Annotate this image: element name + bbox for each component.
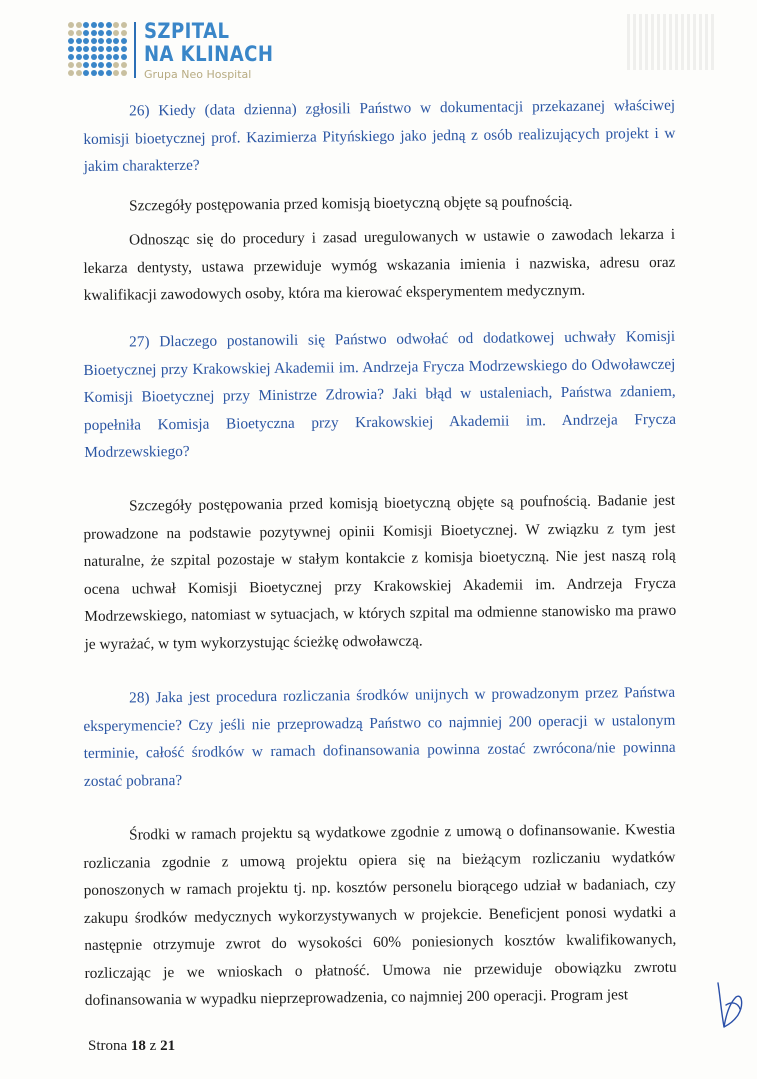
logo-cross-icon: [68, 22, 128, 78]
answer-26-paragraph-1: Szczegóły postępowania przed komisją bioetyczną objęte są poufnością.: [129, 192, 573, 215]
logo-dot: [121, 54, 127, 60]
logo-dot: [98, 22, 104, 28]
answer-27: Szczegóły postępowania przed komisją bioetyczną objęte są poufnością. Badanie jest prowadzone na podstawie pozytywnej opinii Komisji Bioetycznej. W związku z tym jest naturalne, że szpital pozostaje w stałym kontakcie z komisja bioetyczną. Nie jest naszą rolą ocena uchwał Komisji Bioetycznej przy Krakowskiej Akademii im. Andrzeja Frycza Modrzewskiego, natomiast w sytuacjach, w których szpital ma odmienne stanowisko ma prawo je wyrażać, w tym wykorzystując ścieżkę odwoławczą.: [83, 491, 677, 653]
logo-dot: [113, 54, 119, 60]
logo-dot: [121, 70, 127, 76]
logo-dot: [76, 62, 82, 68]
question-28: 28) Jaka jest procedura rozliczania środków unijnych w prowadzonym przez Państwa eksperymencie? Czy jeśli nie przeprowadzą Państwo co najmniej 200 operacji w ustalonym terminie, całość środków w ramach dofinansowania powinna zostać zwrócona/nie powinna zostać pobrana?: [83, 683, 676, 790]
logo-dot: [76, 30, 82, 36]
logo-dot: [98, 46, 104, 52]
logo-dot: [68, 22, 74, 28]
answer-26-paragraph-2: Odnosząc się do procedury i zasad uregulowanych w ustawie o zawodach lekarza i lekarza dentysty, ustawa przewiduje wymóg wskazania imienia i nazwiska, adresu oraz kwalifikacji zawodowych osoby, która ma kierować eksperymentem medycznym.: [83, 225, 676, 304]
bleed-through-logo: [627, 14, 717, 70]
logo-dot: [98, 30, 104, 36]
logo-dot: [91, 62, 97, 68]
current-page: 18: [130, 1038, 146, 1054]
logo-dot: [91, 38, 97, 44]
logo-dot: [113, 46, 119, 52]
logo-dot: [68, 54, 74, 60]
logo-dot: [121, 62, 127, 68]
logo-dot: [68, 62, 74, 68]
logo-dot: [91, 54, 97, 60]
logo-dot: [106, 70, 112, 76]
logo-line-1: SZPITAL: [144, 19, 230, 43]
logo-subtitle: Grupa Neo Hospital: [144, 68, 252, 81]
logo-dot: [113, 22, 119, 28]
logo-dot: [91, 22, 97, 28]
logo-dot: [106, 22, 112, 28]
logo-dot: [83, 38, 89, 44]
logo-dot: [91, 70, 97, 76]
logo-dot: [83, 30, 89, 36]
logo-dot: [106, 54, 112, 60]
logo-dot: [68, 70, 74, 76]
logo-dot: [121, 38, 127, 44]
logo-dot: [91, 30, 97, 36]
logo-divider: [134, 22, 136, 78]
document-body: [83, 98, 675, 1015]
logo-dot: [83, 70, 89, 76]
logo-dot: [121, 22, 127, 28]
question-26: 26) Kiedy (data dzienna) zgłosili Państwo w dokumentacji przekazanej właściwej komisji bioetycznej prof. Kazimierza Pityńskiego jako jedną z osób realizujących projekt i w jakim charakterze?: [83, 96, 676, 175]
logo-dot: [68, 38, 74, 44]
logo-dot: [106, 30, 112, 36]
logo-dot: [113, 38, 119, 44]
logo-dot: [83, 62, 89, 68]
logo-text: [144, 20, 294, 81]
logo-dot: [98, 70, 104, 76]
logo-dot: [76, 46, 82, 52]
logo-dot: [106, 46, 112, 52]
logo-dot: [113, 70, 119, 76]
logo-dot: [68, 30, 74, 36]
logo-dot: [106, 38, 112, 44]
logo-dot: [98, 38, 104, 44]
question-27: 27) Dlaczego postanowili się Państwo odwołać od dodatkowej uchwały Komisji Bioetycznej przy Krakowskiej Akademii im. Andrzeja Frycza Modrzewskiego do Odwoławczej Komisji Bioetycznej przy Ministrze Zdrowia? Jaki błąd w ustaleniach, Państwa zdaniem, popełniła Komisja Bioetyczna przy Krakowskiej Akademii im. Andrzeja Frycza Modrzewskiego?: [83, 327, 677, 461]
logo-line-2: NA KLINACH: [144, 42, 274, 66]
logo-dot: [91, 46, 97, 52]
page-label: Strona: [88, 1038, 128, 1054]
page-separator: z: [149, 1038, 157, 1054]
logo-dot: [76, 54, 82, 60]
logo-dot: [83, 22, 89, 28]
logo-dot: [83, 46, 89, 52]
logo-dot: [76, 70, 82, 76]
logo-dot: [76, 22, 82, 28]
logo-dot: [98, 62, 104, 68]
logo-dot: [83, 54, 89, 60]
logo-dot: [98, 54, 104, 60]
answer-28: Środki w ramach projektu są wydatkowe zgodnie z umową o dofinansowanie. Kwestia rozliczania zgodnie z umową projektu opiera się na bieżącym rozliczaniu wydatków ponoszonych w ramach projektu tj. np. kosztów personelu biorącego udział w badaniach, czy zakupu środków medycznych wykorzystywanych w projekcie. Beneficjent ponosi wydatki a następnie otrzymuje zwrot do wysokości 60% poniesionych kosztów kwalifikowanych, rozliczając je we wnioskach o płatność. Umowa nie przewiduje obowiązku zwrotu dofinansowania w wypadku nieprzeprowadzenia, co najmniej 200 operacji. Program jest: [83, 820, 677, 1009]
logo-dot: [68, 46, 74, 52]
logo-dot: [121, 46, 127, 52]
logo-dot: [76, 38, 82, 44]
logo-dot: [113, 30, 119, 36]
page-number: [88, 1038, 175, 1055]
logo-dot: [113, 62, 119, 68]
logo-dot: [106, 62, 112, 68]
initials-signature: [712, 975, 746, 1035]
logo-dot: [121, 30, 127, 36]
total-pages: 21: [160, 1038, 176, 1054]
